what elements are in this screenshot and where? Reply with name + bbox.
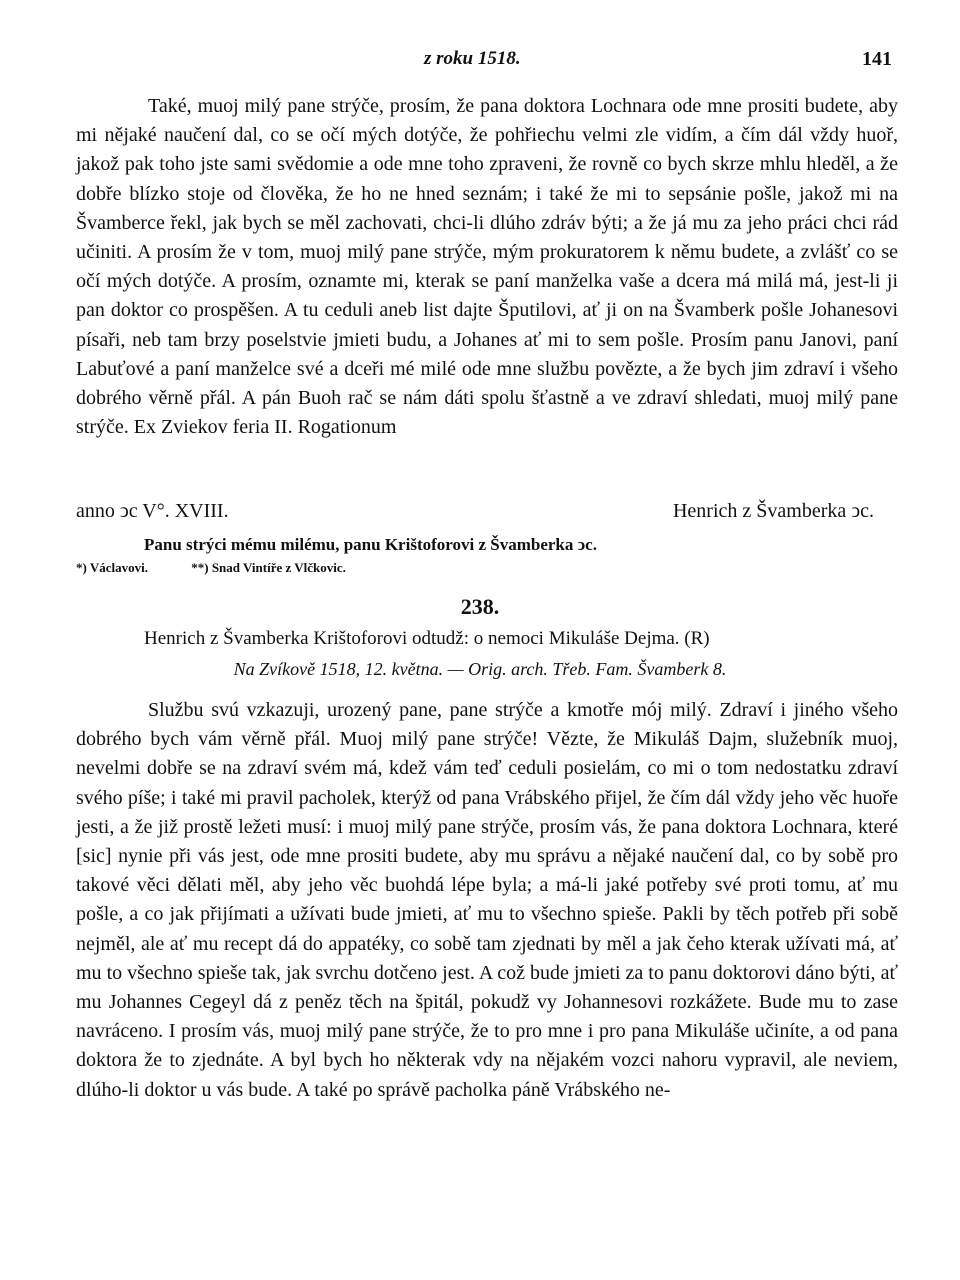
document-number: 238. (460, 594, 500, 619)
page-number: 141 (862, 48, 892, 70)
letter-2-body (76, 696, 898, 1105)
document-regest: Henrich z Švamberka Krištoforovi odtudž: o nemoci Mikuláše Dejma. (R) (144, 628, 710, 649)
footnote-1: *) Václavovi. (76, 560, 148, 575)
page-header (0, 48, 960, 78)
letter-address: Panu strýci mému milému, panu Krištoforovi z Švamberka ͻc. (144, 535, 597, 554)
signature: Henrich z Švamberka ͻc. (672, 500, 874, 522)
closing-date: anno ͻc V°. XVIII. (76, 500, 229, 522)
footnotes (76, 560, 386, 576)
document-source: Na Zvíkově 1518, 12. května. — Orig. arch. Třeb. Fam. Švamberk 8. (233, 659, 727, 679)
letter-1-closing (76, 500, 898, 530)
letter-1-body (76, 92, 898, 442)
letter-1-paragraph: Také, muoj milý pane strýče, prosím, že pana doktora Lochnara ode mne prositi budete, aby mi nějaké naučení dal, co se očí mých dotýče, že pohřiechu velmi zle vidím, a čím dál vždy huoř, jakož pak toho jste sami svědomie a ode mne toho zpraveni, že rovně co bych skrze mhlu hleděl, a že dobře blízko stoje od člověka, že ho ne hned seznám; i také že mi to sepsánie pošle, jakož mi na Švamberce řekl, jak bych se měl zachovati, chci-li dlúho zdráv býti; a že já mu za jeho práci chci rád učiniti. A prosím že v tom, muoj milý pane strýče, mým prokuratorem k němu budete, a zvlášť co se očí mých dotýče. A prosím, oznamte mi, kterak se paní manželka vaše a dcera má milá má, jest-li ji pan doktor co prospěšen. A tu ceduli aneb list dajte Šputilovi, ať ji on na Švamberk pošle Johanesovi písaři, neb tam brzy poselstvie jmieti budu, a Johanes ať mi to sem pošle. Prosím panu Janovi, paní Labuťové a paní manželce své a dceři mé milé ode mne službu povězte, a že bych jim zdraví i všeho dobrého věrně přál. A pán Buoh rač se nám dáti spolu šťastně a ve zdraví shledati, muoj milý pane strýče. Ex Zviekov feria II. Rogationum (76, 95, 898, 439)
running-title: z roku 1518. (424, 48, 521, 69)
footnote-2: **) Snad Vintíře z Vlčkovic. (191, 560, 346, 575)
letter-2-paragraph: Službu svú vzkazuji, urozený pane, pane strýče a kmotře mój milý. Zdraví i jiného všeho dobrého bych vám věrně přál. Muoj milý pane strýče! Vězte, že Mikuláš Dajm, služebník muoj, nevelmi dobře se na zdraví svém má, kdež vám teď ceduli posielám, co mi o tom nedostatku zdraví svého píše; i také mi pravil pacholek, kterýž od pana Vrábského přijel, že čím dál vždy jeho věc huoře jesti, a že již prostě ležeti musí: i muoj milý pane strýče, prosím vás, že pana doktora Lochnara, které [sic] nynie při vás jest, ode mne prositi budete, aby mu správu a nějaké naučení dal, co by sobě pro takové věci dělati měl, aby jeho věc buohdá lépe byla; a má-li jaké potřeby své proti tomu, ať mu pošle, a co jak přijímati a užívati bude jmieti, ať mu to všechno spieše. Pakli by těch potřeb při sobě nejměl, ale ať mu recept dá do appatéky, co sobě tam zjednati by měl a jak čeho kterak užívati má, ať mu to všechno spieše tak, jak svrchu dotčeno jest. A což bude jmieti za to panu doktorovi dáno býti, ať mu Johannes Cegeyl dá z peněz těch na špitál, pokudž vy Johannesovi rozkážete. Bude mu to zase navráceno. I prosím vás, muoj milý pane strýče, že to pro mne i pro pana Mikuláše učiníte, a od pana doktora že to zjednáte. A byl bych ho některak vdy na nějakém vozci nahoru vypravil, ale neviem, dlúho-li doktor u vás bude. A také po správě pacholka páně Vrábského ne- (76, 699, 898, 1101)
